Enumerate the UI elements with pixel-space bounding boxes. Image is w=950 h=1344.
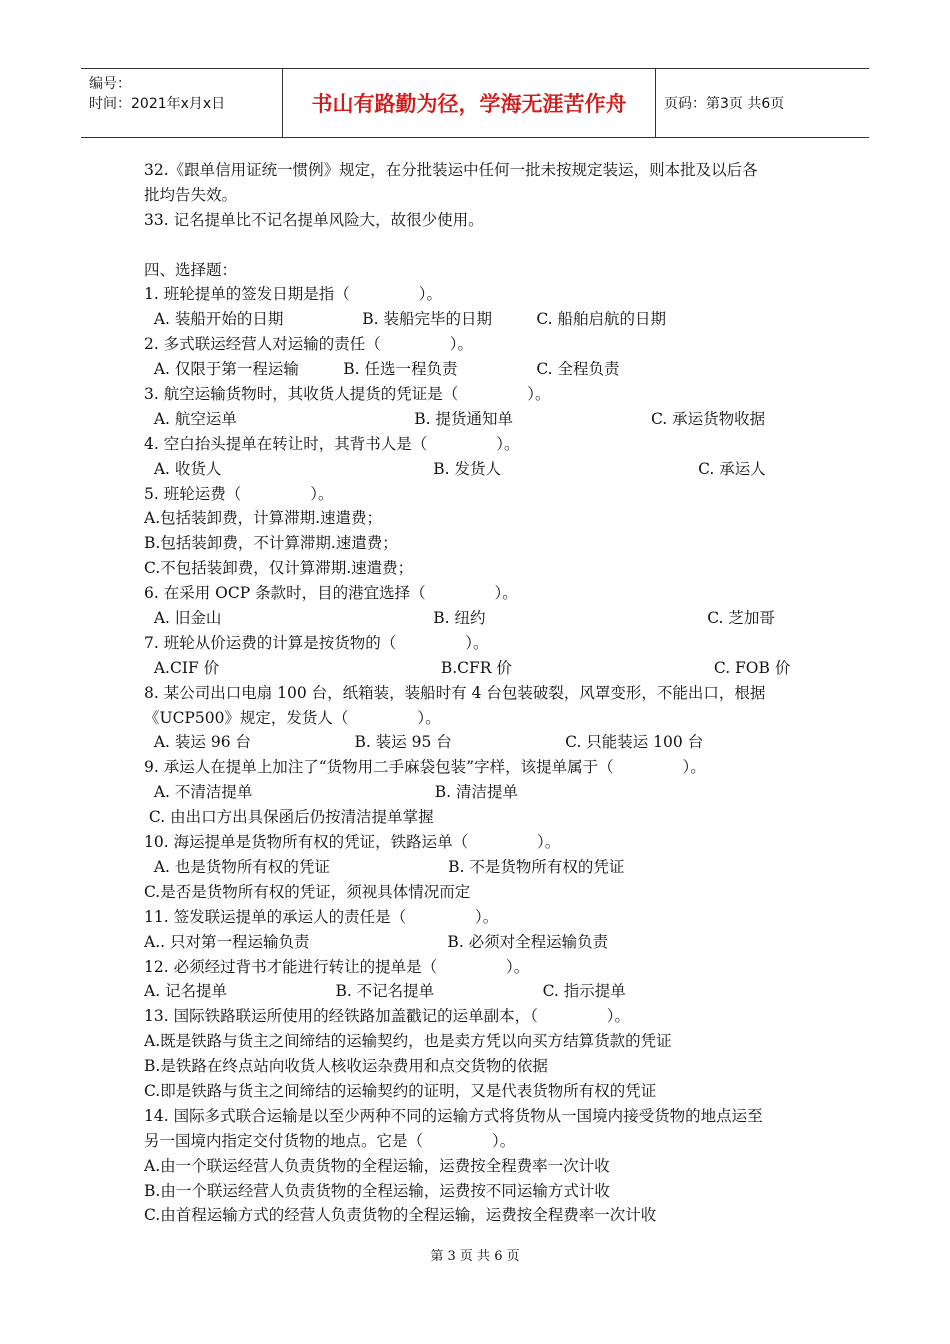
text-line: A.由一个联运经营人负责货物的全程运输，运费按全程费率一次计收 bbox=[144, 1156, 610, 1175]
text-line: 7. 班轮从价运费的计算是按货物的（ ）。 bbox=[144, 633, 489, 652]
header-left-cell bbox=[81, 69, 281, 137]
text-line: A.包括装卸费，计算滞期.速遣费； bbox=[144, 509, 383, 528]
text-line: B.是铁路在终点站向收货人核收运杂费用和点交货物的依据 bbox=[144, 1057, 548, 1076]
text-line: C.即是铁路与货主之间缔结的运输契约的证明，又是代表货物所有权的凭证 bbox=[144, 1081, 657, 1100]
text-line: 10. 海运提单是货物所有权的凭证，铁路运单（ ）。 bbox=[144, 833, 561, 852]
text-line: 批均告失效。 bbox=[144, 185, 238, 204]
text-line: 4. 空白抬头提单在转让时，其背书人是（ ）。 bbox=[144, 434, 520, 453]
text-line: B.包括装卸费，不计算滞期.速遣费； bbox=[144, 534, 398, 553]
text-line: 3. 航空运输货物时，其收货人提货的凭证是（ ）。 bbox=[144, 385, 551, 404]
page-footer: 第 3 页 共 6 页 bbox=[430, 1249, 520, 1264]
header-motto: 书山有路勤为径，学海无涯苦作舟 bbox=[282, 69, 656, 137]
text-line: A. 记名提单 B. 不记名提单 C. 指示提单 bbox=[144, 982, 626, 1001]
text-line: A. 装运 96 台 B. 装运 95 台 C. 只能装运 100 台 bbox=[144, 733, 704, 752]
text-line: A.CIF 价 B.CFR 价 C. FOB 价 bbox=[144, 658, 791, 677]
text-line: A. 也是货物所有权的凭证 B. 不是货物所有权的凭证 bbox=[144, 857, 625, 876]
text-line: 另一国境内指定交付货物的地点。它是（ ）。 bbox=[144, 1131, 516, 1150]
text-line: 13. 国际铁路联运所使用的经铁路加盖戳记的运单副本，（ ）。 bbox=[144, 1007, 631, 1026]
text-line: 14. 国际多式联合运输是以至少两种不同的运输方式将货物从一国境内接受货物的地点运至 bbox=[144, 1106, 763, 1125]
text-line: A. 不清洁提单 B. 清洁提单 bbox=[144, 783, 518, 802]
text-line: C.不包括装卸费，仅计算滞期.速遣费； bbox=[144, 559, 414, 578]
text-line: A. 装船开始的日期 B. 装船完毕的日期 C. 船舶启航的日期 bbox=[144, 310, 666, 329]
text-line: 四、选择题： bbox=[144, 260, 238, 279]
text-line: 11. 签发联运提单的承运人的责任是（ ）。 bbox=[144, 907, 499, 926]
text-line: 《UCP500》规定，发货人（ ）。 bbox=[144, 708, 441, 727]
text-line: A. 航空运单 B. 提货通知单 C. 承运货物收据 bbox=[144, 409, 766, 428]
text-line: A. 旧金山 B. 纽约 C. 芝加哥 bbox=[144, 609, 775, 628]
text-line: C. 由出口方出具保函后仍按清洁提单掌握 bbox=[144, 808, 434, 827]
date-label: 时间：2021年x月x日 bbox=[89, 96, 226, 112]
text-line: 6. 在采用 OCP 条款时，目的港宜选择（ ）。 bbox=[144, 584, 518, 603]
text-line: C.是否是货物所有权的凭证，须视具体情况而定 bbox=[144, 882, 471, 901]
text-line: 33. 记名提单比不记名提单风险大，故很少使用。 bbox=[144, 210, 484, 229]
text-line: 2. 多式联运经营人对运输的责任（ ）。 bbox=[144, 335, 473, 354]
text-line: 5. 班轮运费（ ）。 bbox=[144, 484, 334, 503]
page-header bbox=[81, 68, 869, 138]
text-line: A.既是铁路与货主之间缔结的运输契约，也是卖方凭以向买方结算货款的凭证 bbox=[144, 1032, 672, 1051]
text-line: A.. 只对第一程运输负责 B. 必须对全程运输负责 bbox=[144, 932, 609, 951]
text-line: 9. 承运人在提单上加注了“货物用二手麻袋包装”字样，该提单属于（ ）。 bbox=[144, 758, 706, 777]
number-label: 编号： bbox=[89, 76, 131, 92]
text-line: A. 收货人 B. 发货人 C. 承运人 bbox=[144, 459, 766, 478]
header-page-info: 页码：第3页 共6页 bbox=[664, 96, 785, 112]
document-body bbox=[144, 158, 812, 1228]
text-line: B.由一个联运经营人负责货物的全程运输，运费按不同运输方式计收 bbox=[144, 1181, 610, 1200]
blank-line bbox=[144, 233, 812, 258]
text-line: 1. 班轮提单的签发日期是指（ ）。 bbox=[144, 285, 442, 304]
text-line: A. 仅限于第一程运输 B. 任选一程负责 C. 全程负责 bbox=[144, 360, 620, 379]
text-line: 32.《跟单信用证统一惯例》规定，在分批装运中任何一批未按规定装运，则本批及以后各 bbox=[144, 161, 758, 179]
text-line: 12. 必须经过背书才能进行转让的提单是（ ）。 bbox=[144, 957, 530, 976]
text-line: C.由首程运输方式的经营人负责货物的全程运输，运费按全程费率一次计收 bbox=[144, 1206, 657, 1225]
text-line: 8. 某公司出口电扇 100 台，纸箱装，装船时有 4 台包装破裂，风罩变形，不能出口，根据 bbox=[144, 683, 766, 702]
